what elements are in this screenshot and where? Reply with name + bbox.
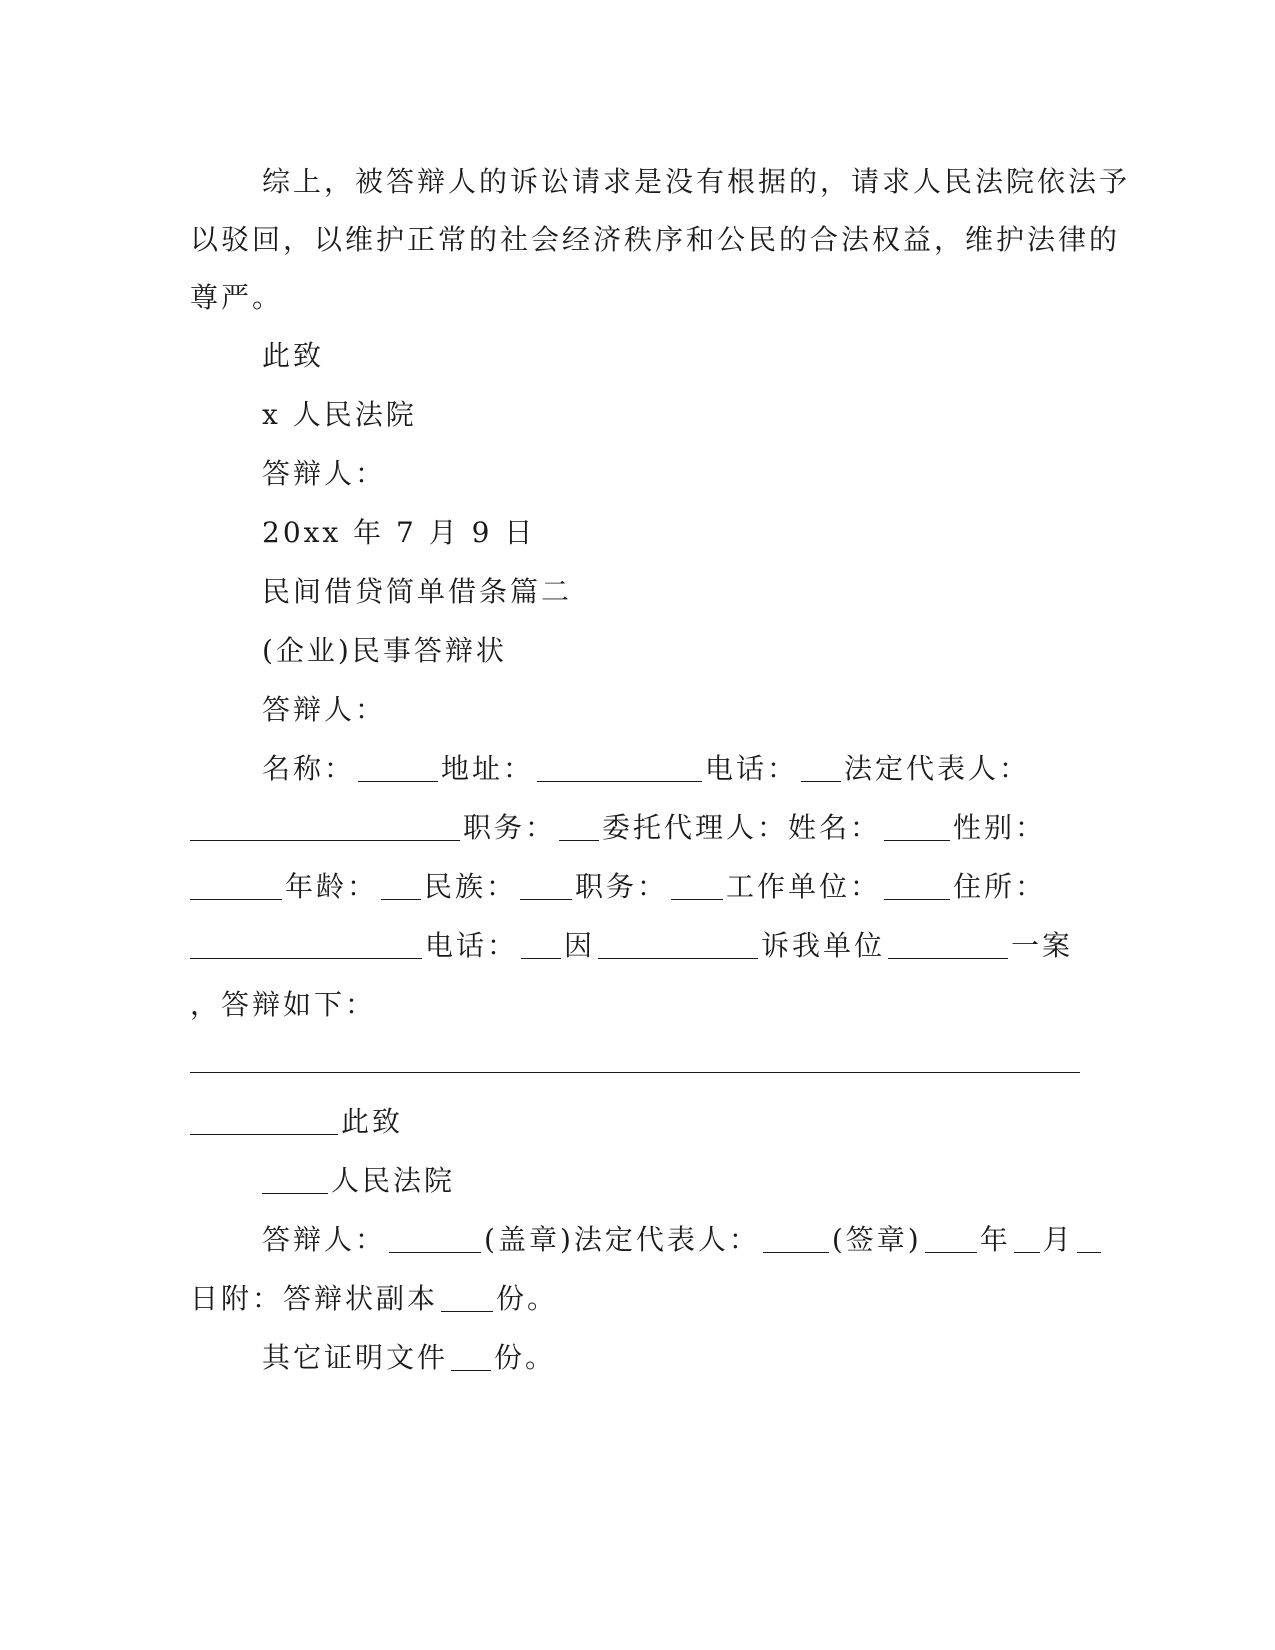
residence-label: 住所： bbox=[953, 870, 1047, 903]
defense-content-end-blank[interactable] bbox=[190, 1104, 338, 1135]
salutation-label: 此致 bbox=[341, 1105, 404, 1138]
sue-label: 诉我单位 bbox=[761, 929, 886, 962]
other-docs-blank[interactable] bbox=[451, 1340, 491, 1371]
salutation: 此致 bbox=[262, 339, 325, 372]
court-name: x 人民法院 bbox=[262, 398, 417, 431]
copies-label: 份。 bbox=[496, 1282, 559, 1315]
signature-line bbox=[262, 1218, 1080, 1262]
work-unit-blank[interactable] bbox=[884, 869, 950, 900]
legal-rep-sign-blank[interactable] bbox=[763, 1222, 829, 1253]
phone2-label: 电话： bbox=[425, 929, 519, 962]
gender-label: 性别： bbox=[953, 811, 1047, 844]
phone-label: 电话： bbox=[705, 752, 799, 785]
age-blank[interactable] bbox=[381, 869, 421, 900]
court-label: 人民法院 bbox=[331, 1164, 456, 1197]
copies2-label: 份。 bbox=[494, 1341, 557, 1374]
attachment-label: 日附：答辩状副本 bbox=[190, 1282, 439, 1315]
year-blank[interactable] bbox=[925, 1222, 977, 1253]
month-blank[interactable] bbox=[1014, 1222, 1040, 1253]
court-line bbox=[262, 1159, 1080, 1203]
case-label: 一案 bbox=[1011, 929, 1074, 962]
form-line-2 bbox=[190, 806, 1080, 850]
day-blank[interactable] bbox=[1077, 1222, 1101, 1253]
respondent-sign-blank[interactable] bbox=[389, 1222, 481, 1253]
residence-blank[interactable] bbox=[190, 928, 422, 959]
form-title: (企业)民事答辩状 bbox=[262, 634, 507, 667]
year-label: 年 bbox=[979, 1223, 1011, 1256]
position2-label: 职务： bbox=[575, 870, 669, 903]
ethnic-blank[interactable] bbox=[520, 869, 572, 900]
work-unit-label: 工作单位： bbox=[726, 870, 882, 903]
defense-content-blank[interactable] bbox=[190, 1072, 1080, 1073]
other-docs-label: 其它证明文件 bbox=[262, 1341, 449, 1374]
position-blank[interactable] bbox=[559, 810, 599, 841]
plaintiff-blank[interactable] bbox=[598, 928, 758, 959]
seal-label: (盖章)法定代表人： bbox=[484, 1223, 760, 1256]
case-blank[interactable] bbox=[888, 928, 1008, 959]
agent-name-label: 委托代理人：姓名： bbox=[602, 811, 882, 844]
paragraph-line: 以驳回，以维护正常的社会经济秩序和公民的合法权益，维护法律的 bbox=[190, 223, 1121, 256]
ethnic-label: 民族： bbox=[424, 870, 518, 903]
form-line-1 bbox=[262, 747, 1080, 791]
attachment-line bbox=[190, 1277, 1080, 1321]
form-line-4 bbox=[190, 924, 1080, 968]
paragraph-line: 尊严。 bbox=[190, 281, 284, 314]
position2-blank[interactable] bbox=[671, 869, 723, 900]
legal-rep-blank[interactable] bbox=[190, 810, 460, 841]
closing-line bbox=[190, 1100, 1080, 1144]
copies-blank[interactable] bbox=[441, 1281, 493, 1312]
paragraph-line: 综上，被答辩人的诉讼请求是没有根据的，请求人民法院依法予 bbox=[262, 165, 1131, 198]
address-label: 地址： bbox=[441, 752, 535, 785]
agent-name-blank[interactable] bbox=[884, 810, 950, 841]
month-label: 月 bbox=[1042, 1223, 1074, 1256]
respondent-sign-label: 答辩人： bbox=[262, 1223, 387, 1256]
respondent-label: 答辩人： bbox=[262, 457, 387, 490]
date-line: 20xx 年 7 月 9 日 bbox=[262, 516, 536, 549]
section-title: 民间借贷简单借条篇二 bbox=[262, 575, 573, 608]
sign-label: (签章) bbox=[831, 1223, 922, 1256]
position-label: 职务： bbox=[463, 811, 557, 844]
phone-blank[interactable] bbox=[801, 751, 841, 782]
court-blank[interactable] bbox=[262, 1163, 328, 1194]
other-docs-line bbox=[262, 1336, 1080, 1380]
gender-blank[interactable] bbox=[190, 869, 282, 900]
name-label: 名称： bbox=[262, 752, 356, 785]
reply-line: ，答辩如下： bbox=[190, 988, 377, 1021]
form-line-3 bbox=[190, 865, 1080, 909]
legal-rep-label: 法定代表人： bbox=[844, 752, 1031, 785]
address-blank[interactable] bbox=[537, 751, 702, 782]
respondent-label: 答辩人： bbox=[262, 693, 387, 726]
age-label: 年龄： bbox=[285, 870, 379, 903]
name-blank[interactable] bbox=[358, 751, 438, 782]
phone2-blank[interactable] bbox=[521, 928, 561, 959]
because-label: 因 bbox=[564, 929, 596, 962]
